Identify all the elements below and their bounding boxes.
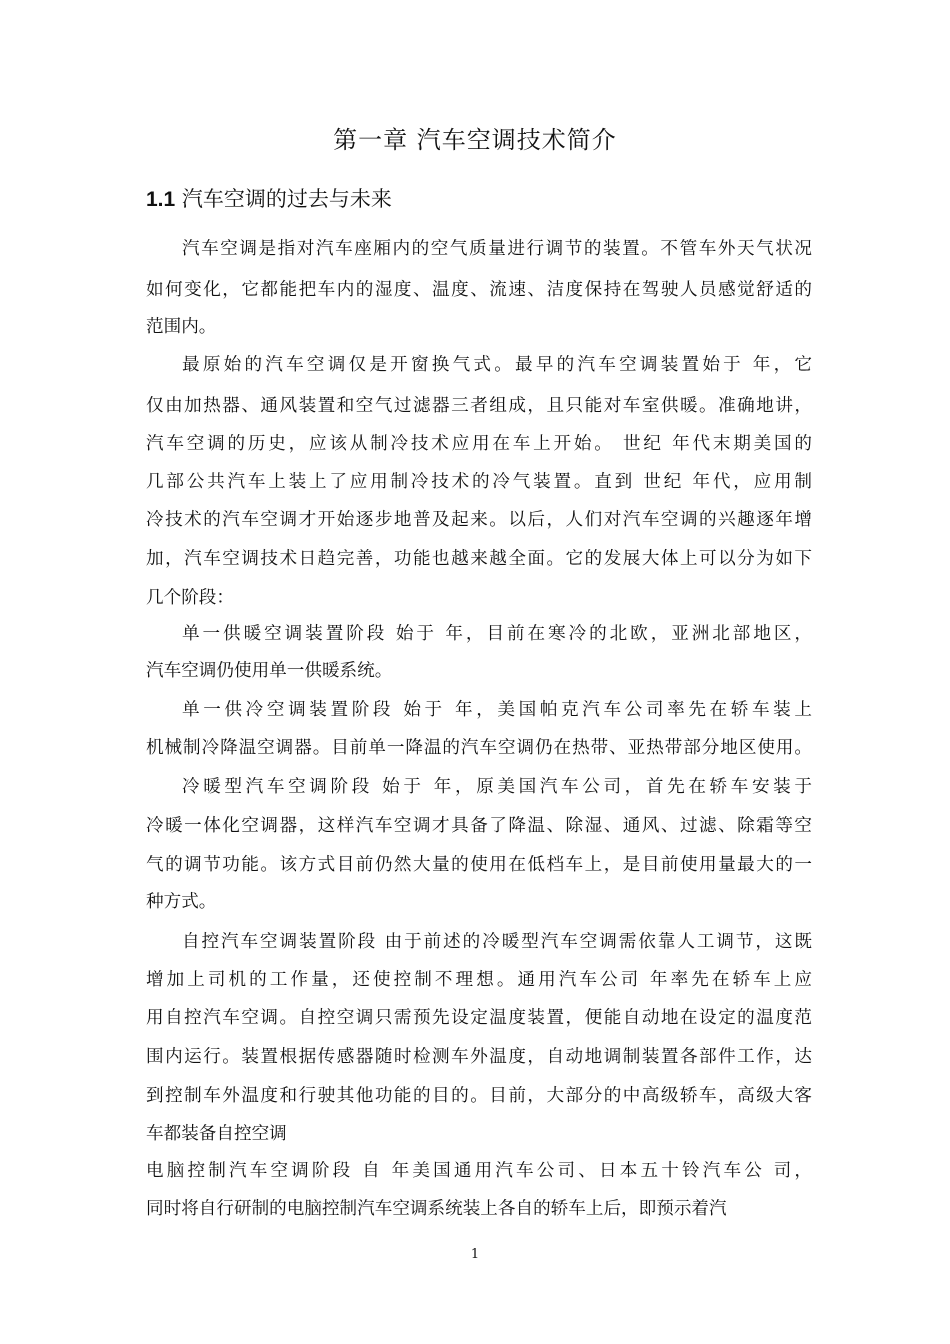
section-heading	[146, 183, 392, 213]
paragraph-line: 增加上司机的工作量，还使控制不理想。通用汽车公司 年率先在轿车上应	[146, 970, 812, 990]
section-title-text: 汽车空调的过去与未来	[181, 187, 392, 211]
paragraph-line: 加，汽车空调技术日趋完善，功能也越来越全面。它的发展大体上可以分为如下	[146, 549, 812, 569]
chapter-title: 第一章 汽车空调技术简介	[333, 126, 617, 154]
paragraph-line: 汽车空调的历史，应该从制冷技术应用在车上开始。 世纪 年代末期美国的	[146, 434, 812, 454]
paragraph-line: 围内运行。装置根据传感器随时检测车外温度，自动地调制装置各部件工作，达	[146, 1047, 812, 1067]
paragraph-line: 汽车空调仍使用单一供暖系统。	[146, 661, 393, 681]
paragraph-line: 最原始的汽车空调仅是开窗换气式。最早的汽车空调装置始于 年，它	[182, 355, 812, 375]
paragraph-line: 如何变化，它都能把车内的湿度、温度、流速、洁度保持在驾驶人员感觉舒适的	[146, 280, 812, 300]
paragraph-line: 到控制车外温度和行驶其他功能的目的。目前，大部分的中高级轿车，高级大客	[146, 1086, 812, 1106]
paragraph-line: 冷暖一体化空调器，这样汽车空调才具备了降温、除湿、通风、过滤、除霜等空	[146, 816, 812, 836]
paragraph-line: 几部公共汽车上装上了应用制冷技术的冷气装置。直到 世纪 年代，应用制	[146, 472, 812, 492]
paragraph-line: 用自控汽车空调。自控空调只需预先设定温度装置，便能自动地在设定的温度范	[146, 1008, 812, 1028]
page-number: 1	[470, 1247, 480, 1262]
paragraph-line: 同时将自行研制的电脑控制汽车空调系统装上各自的轿车上后，即预示着汽	[146, 1199, 727, 1219]
paragraph-line: 电脑控制汽车空调阶段 自 年美国通用汽车公司、日本五十铃汽车公 司，	[146, 1161, 812, 1181]
paragraph-line: 仅由加热器、通风装置和空气过滤器三者组成，且只能对车室供暖。准确地讲，	[146, 396, 812, 416]
paragraph-line: 种方式。	[146, 892, 217, 912]
paragraph-line: 车都装备自控空调	[146, 1124, 287, 1144]
paragraph-line: 机械制冷降温空调器。目前单一降温的汽车空调仍在热带、亚热带部分地区使用。	[146, 738, 812, 758]
section-number: 1.1	[146, 188, 176, 211]
paragraph-line: 单一供冷空调装置阶段 始于 年，美国帕克汽车公司率先在轿车装上	[182, 700, 812, 720]
paragraph-line: 几个阶段：	[146, 588, 234, 608]
paragraph-line: 自控汽车空调装置阶段 由于前述的冷暖型汽车空调需依靠人工调节，这既	[182, 932, 812, 952]
paragraph-line: 单一供暖空调装置阶段 始于 年，目前在寒冷的北欧，亚洲北部地区，	[182, 624, 812, 644]
paragraph-line: 冷技术的汽车空调才开始逐步地普及起来。以后，人们对汽车空调的兴趣逐年增	[146, 510, 812, 530]
paragraph-line: 冷暖型汽车空调阶段 始于 年，原美国汽车公司，首先在轿车安装于	[182, 777, 812, 797]
paragraph-line: 范围内。	[146, 317, 217, 337]
paragraph-line: 汽车空调是指对汽车座厢内的空气质量进行调节的装置。不管车外天气状况	[182, 239, 812, 259]
paragraph-line: 气的调节功能。该方式目前仍然大量的使用在低档车上，是目前使用量最大的一	[146, 855, 812, 875]
